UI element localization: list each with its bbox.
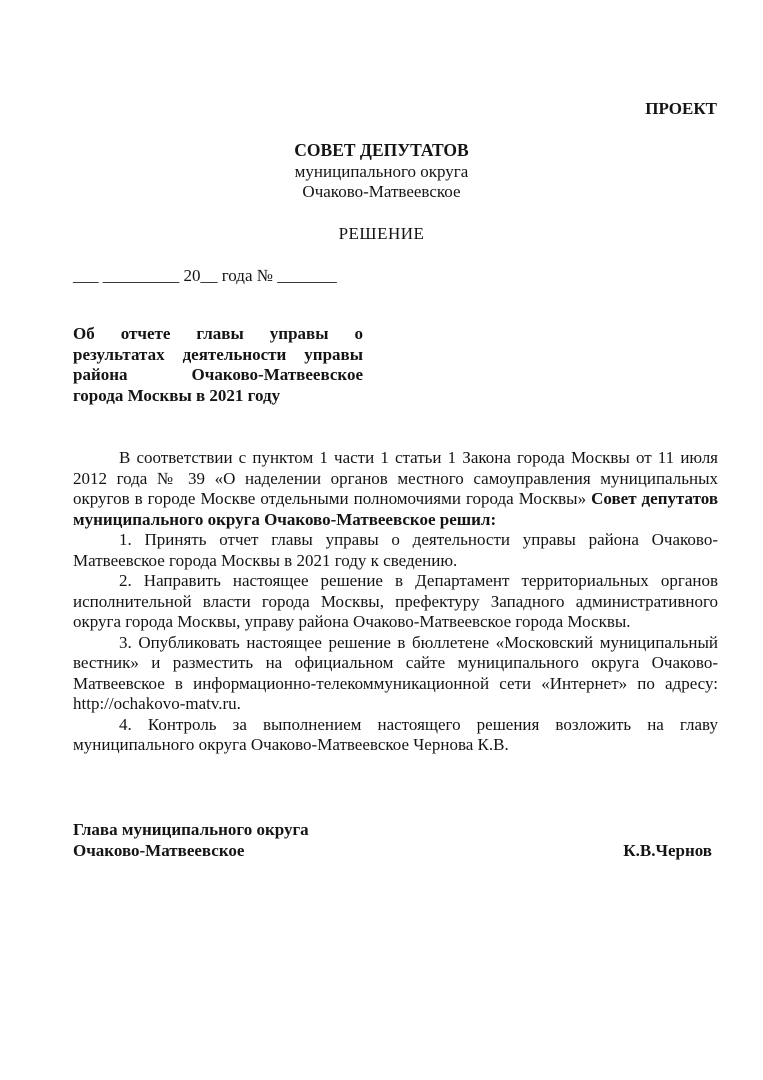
subject-line-4: города Москвы в 2021 году — [73, 385, 281, 405]
signature-row — [73, 841, 718, 862]
decision-body — [73, 448, 718, 756]
subject-line-1: Об отчете главы управы о — [73, 324, 363, 343]
subject-line-3: района Очаково-Матвеевское — [73, 365, 363, 384]
preamble-resolution: Совет депутатов муниципального округа Очаково-Матвеевское решил: — [73, 489, 718, 529]
draft-stamp: ПРОЕКТ — [645, 99, 717, 118]
date-number-line: ___ _________ 20__ года № _______ — [73, 266, 337, 285]
council-title: СОВЕТ ДЕПУТАТОВ — [294, 140, 469, 160]
signer-position-line-1: Глава муниципального округа — [73, 820, 309, 839]
decision-title: РЕШЕНИЕ — [338, 224, 425, 243]
preamble-text: В соответствии с пунктом 1 части 1 статьи 1 Закона города Москвы от 11 июля 2012 года № 39 «О наделении органов местного самоуправления муниципальных округов в городе Москве отдельными полномочиями города Москвы» — [73, 448, 718, 508]
decision-item-2: 2. Направить настоящее решение в Департамент территориальных органов исполнительной власти города Москвы, префектуру Западного административного округа города Москвы, управу района Очаково-Матвеевское города Москвы. — [73, 571, 718, 631]
municipal-line-2: Очаково-Матвеевское — [302, 182, 461, 201]
municipal-line-1: муниципального округа — [294, 162, 469, 181]
preamble-paragraph — [73, 448, 718, 530]
signature-block — [73, 820, 718, 861]
subject-line-2: результатах деятельности управы — [73, 344, 363, 364]
decision-item-4: 4. Контроль за выполнением настоящего решения возложить на главу муниципального округа Очаково-Матвеевское Чернова К.В. — [73, 714, 718, 754]
signer-position-line-2: Очаково-Матвеевское — [73, 840, 245, 860]
decision-item-1: 1. Принять отчет главы управы о деятельности управы района Очаково-Матвеевское города Москвы в 2021 году к сведению. — [73, 530, 718, 570]
decision-subject — [73, 324, 363, 406]
signer-name: К.В.Чернов — [623, 840, 712, 860]
decision-item-3: 3. Опубликовать настоящее решение в бюллетене «Московский муниципальный вестник» и разместить на официальном сайте муниципального округа Очаково-Матвеевское в информационно-телекоммуникационной сети «Интернет» по адресу: http://ochakovo-matv.ru. — [73, 632, 718, 713]
